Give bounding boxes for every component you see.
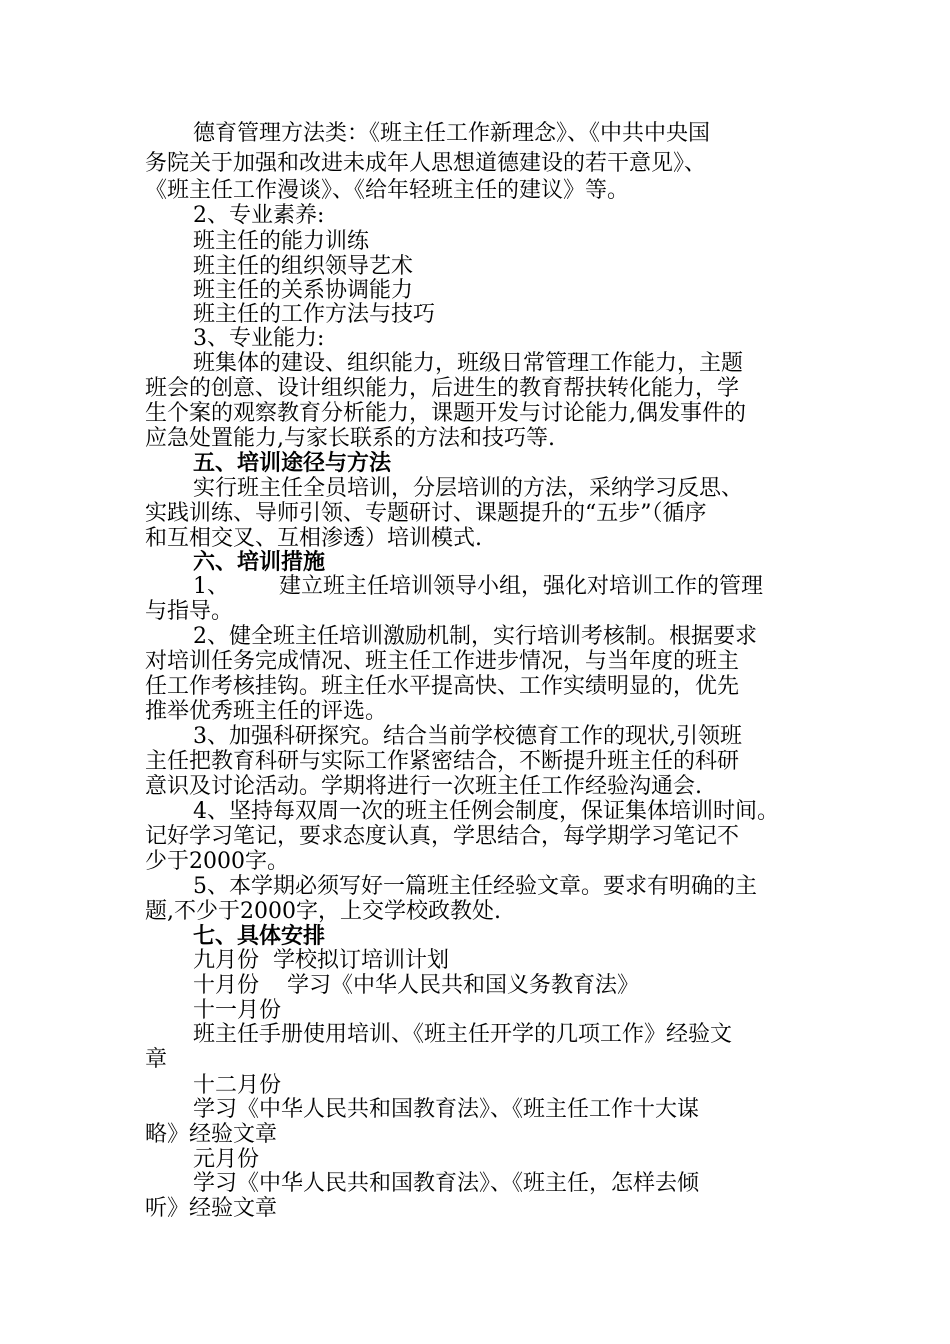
text-line: 班主任的工作方法与技巧: [193, 302, 436, 327]
text-line: 实践训练、导师引领、专题研讨、课题提升的“五步”（循序: [145, 501, 707, 526]
text-line: 《班主任工作漫谈》、《给年轻班主任的建议》等。: [145, 178, 630, 203]
text-line: 3、专业能力:: [193, 326, 325, 351]
text-line: [193, 948, 449, 974]
text-line: 学习《中华人民共和国教育法》、《班主任，怎样去倾: [193, 1171, 700, 1196]
text-line: 与指导。: [145, 599, 234, 624]
section-heading: 六、培训措施: [193, 550, 326, 575]
text-line: 听》经验文章: [145, 1196, 278, 1221]
text-line: 记好学习笔记，要求态度认真，学思结合，每学期学习笔记不: [145, 824, 740, 849]
text-line: 5、本学期必须写好一篇班主任经验文章。要求有明确的主: [193, 874, 757, 899]
text-line: 班集体的建设、组织能力，班级日常管理工作能力，主题: [193, 351, 744, 376]
section-heading: 五、培训途径与方法: [193, 451, 392, 476]
text-line: 班会的创意、设计组织能力，后进生的教育帮扶转化能力，学: [145, 376, 740, 401]
text-line: 意识及讨论活动。学期将进行一次班主任工作经验沟通会.: [145, 774, 702, 799]
list-number: 1、: [193, 574, 229, 599]
text-line: [193, 574, 763, 600]
text-line: 德育管理方法类：《班主任工作新理念》、《中共中央国: [193, 121, 711, 146]
text-line: 学习《中华人民共和国教育法》、《班主任工作十大谋: [193, 1097, 700, 1122]
text-line: 3、加强科研探究。结合当前学校德育工作的现状,引领班: [193, 724, 742, 749]
text-line: 推举优秀班主任的评选。: [145, 699, 388, 724]
text-line: 2、专业素养:: [193, 203, 325, 228]
text-line: 生个案的观察教育分析能力，课题开发与讨论能力,偶发事件的: [145, 401, 746, 426]
text-line: [193, 973, 639, 999]
text-line: 班主任的关系协调能力: [193, 278, 414, 303]
list-text: 建立班主任培训领导小组，强化对培训工作的管理: [279, 574, 764, 599]
text-line: 任工作考核挂钩。班主任水平提高快、工作实绩明显的，优先: [145, 674, 740, 699]
section-heading: 七、具体安排: [193, 924, 326, 949]
month-task: 学习《中华人民共和国义务教育法》: [287, 973, 640, 998]
text-line: 班主任的能力训练: [193, 229, 370, 254]
month-label: 十月份: [193, 973, 260, 998]
text-line: 4、坚持每双周一次的班主任例会制度，保证集体培训时间。: [193, 799, 779, 824]
text-line: 2、健全班主任培训激励机制，实行培训考核制。根据要求: [193, 624, 757, 649]
text-line: 班主任手册使用培训、《班主任开学的几项工作》经验文: [193, 1022, 733, 1047]
text-line: 应急处置能力,与家长联系的方法和技巧等.: [145, 426, 555, 451]
text-line: 少于2000字。: [145, 849, 289, 874]
text-line: 实行班主任全员培训，分层培训的方法，采纳学习反思、: [193, 476, 744, 501]
text-line: 题,不少于2000字，上交学校政教处.: [145, 899, 501, 924]
month-label: 元月份: [193, 1147, 260, 1172]
text-line: 章: [145, 1047, 168, 1072]
text-line: 务院关于加强和改进未成年人思想道德建设的若干意见》、: [145, 151, 707, 176]
text-line: 主任把教育科研与实际工作紧密结合，不断提升班主任的科研: [145, 749, 740, 774]
month-label: 十一月份: [193, 998, 282, 1023]
text-line: 略》经验文章: [145, 1122, 278, 1147]
month-label: 九月份: [193, 948, 260, 973]
month-label: 十二月份: [193, 1073, 282, 1098]
month-task: 学校拟订培训计划: [273, 948, 450, 973]
text-line: 班主任的组织领导艺术: [193, 254, 414, 279]
text-line: 和互相交叉、互相渗透）培训模式.: [145, 526, 482, 551]
text-line: 对培训任务完成情况、班主任工作进步情况，与当年度的班主: [145, 649, 740, 674]
